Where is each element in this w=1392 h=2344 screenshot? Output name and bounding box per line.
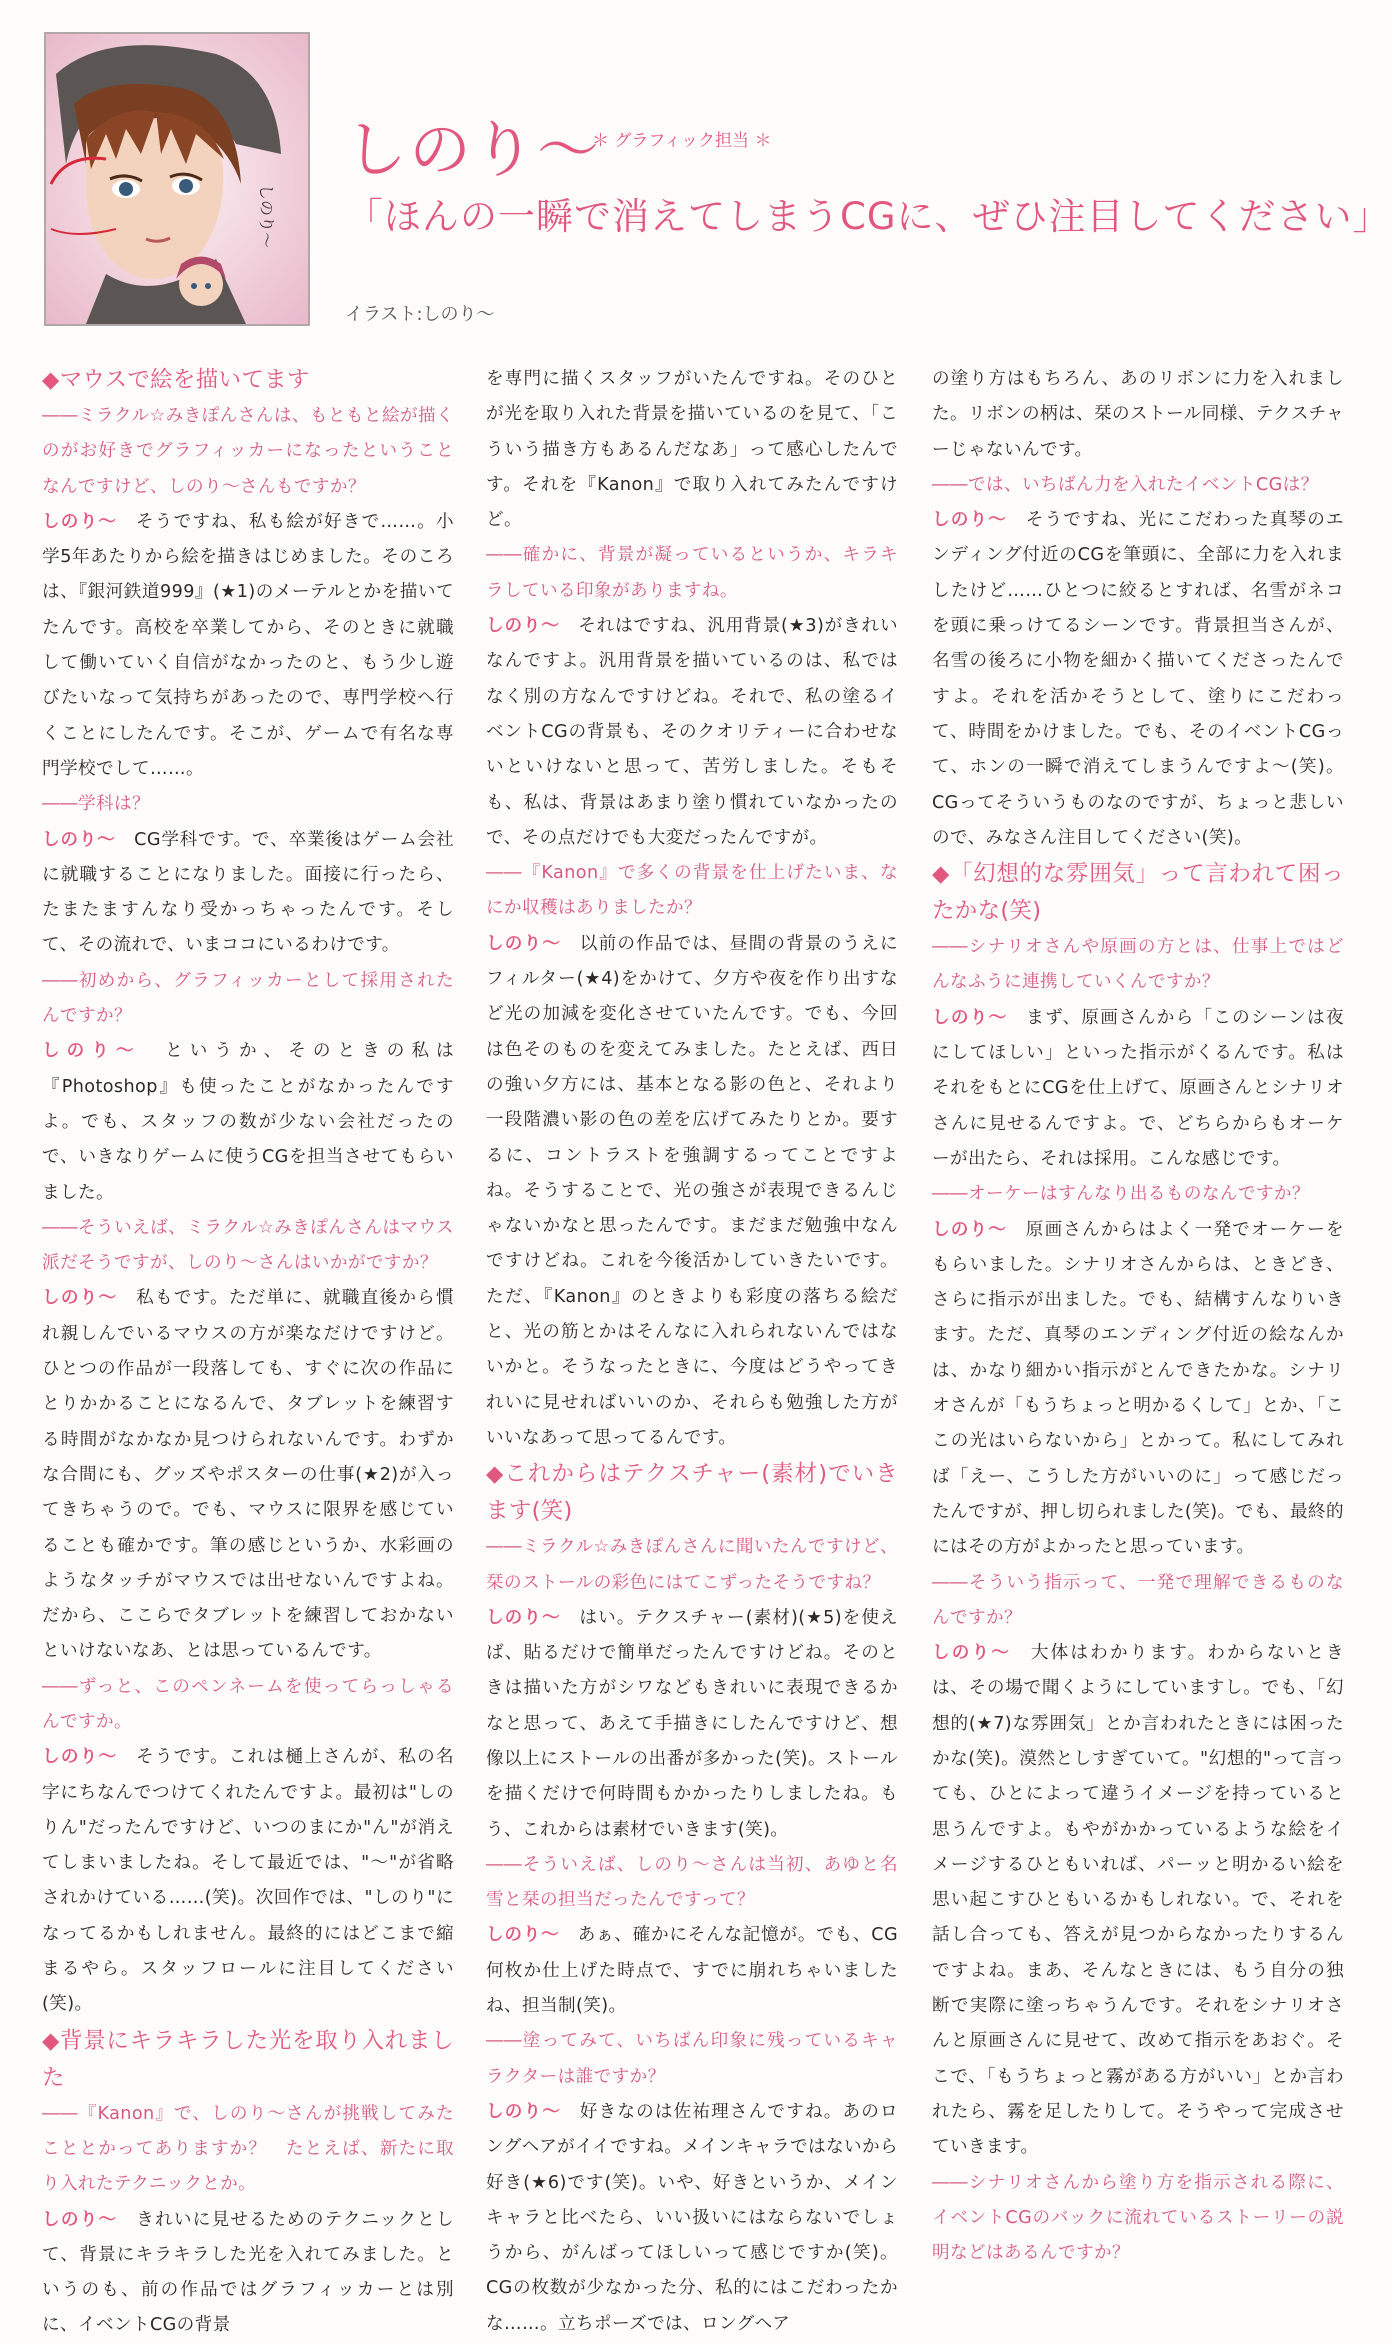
answer-text: それはですね、汎用背景(★3)がきれいなんですよ。汎用背景を描いているのは、私ではなく別の方なんですけどね。それで、私の塗るイベントCGの背景も、そのクオリティーに合わせないといけないと思って、苦労しました。そもそも、私は、背景はあまり塗り慣れていなかったので、その点だけでも大変だったんですが。 xyxy=(486,616,898,848)
portrait-illustration xyxy=(44,32,310,326)
speaker-name: しのり〜 xyxy=(486,2101,562,2122)
answer-text: はい。テクスチャー(素材)(★5)を使えば、貼るだけで簡単だったんですけどね。そのときは描いた方がシワなどもきれいに表現できるかなと思って、あえて手描きにしたんですけど、想像以上にストールの出番が多かった(笑)。ストールを描くだけで何時間もかかったりしましたね。もう、これからは素材でいきます(笑)。 xyxy=(486,1607,898,1840)
interviewee-answer xyxy=(42,2203,454,2344)
speaker-name: しのり〜 xyxy=(932,1643,1012,1664)
interviewer-question: ――そういう指示って、一発で理解できるものなんですか？ xyxy=(932,1572,1344,1628)
answer-text: そうです。これは樋上さんが、私の名字にちなんでつけてくれたんですよ。最初は"しのりん"だったんですけど、いつのまにか"ん"が消えてしまいましたね。そして最近では、"〜"が省略されかけている……(笑)。次回作では、"しのり"になってるかもしれません。最終的にはどこまで縮まるやら。スタッフロールに注目してください(笑)。 xyxy=(42,1747,455,2015)
interviewee-answer xyxy=(486,609,898,856)
svg-text:しのり〜: しのり〜 xyxy=(257,184,276,249)
section-heading: ◆これからはテクスチャー(素材)でいきます(笑) xyxy=(486,1461,898,1525)
answer-text: きれいに見せるためのテクニックとして、背景にキラキラした光を入れてみました。というのも、前の作品ではグラフィッカーとは別に、イベントCGの背景 xyxy=(42,2209,454,2336)
interviewer-question: ――ミラクル☆みきぽんさんに聞いたんですけど、栞のストールの彩色にはてこずったそうですね？ xyxy=(486,1537,898,1593)
interviewee-answer xyxy=(932,1001,1344,1177)
illustration-credit: イラスト:しのり〜 xyxy=(345,304,495,325)
interviewee-answer xyxy=(486,1601,898,1848)
body-paragraph: を専門に描くスタッフがいたんですね。そのひとが光を取り入れた背景を描いているのを見て、「こういう描き方もあるんだなあ」って感心したんです。それを『Kanon』で取り入れてみたんですけど。 xyxy=(486,369,898,531)
section-heading: ◆マウスで絵を描いてます xyxy=(42,367,310,393)
speaker-name: しのり〜 xyxy=(42,2209,118,2230)
section-heading: ◆「幻想的な雰囲気」って言われて困ったかな(笑) xyxy=(932,861,1344,925)
interviewer-question: ――そういえば、ミラクル☆みきぽんさんはマウス派だそうですが、しのり〜さんはいかがですか？ xyxy=(42,1217,454,1274)
answer-text: 好きなのは佐祐理さんですね。あのロングヘアがイイですね。メインキャラではないから好き(★6)です(笑)。いや、好きというか、メインキャラと比べたら、いい扱いにはならないでしょうから、がんばってほしいって感じですか(笑)。CGの枚数が少なかった分、私的にはこだわったかな……。立ちポーズでは、ロングヘア xyxy=(486,2101,898,2334)
interviewer-question: ――塗ってみて、いちばん印象に残っているキャラクターは誰ですか？ xyxy=(486,2031,898,2087)
interviewee-answer xyxy=(42,1740,454,2022)
interviewer-question: ――では、いちばん力を入れたイベントCGは？ xyxy=(932,474,1319,495)
interviewer-question: ――初めから、グラフィッカーとして採用されたんですか？ xyxy=(42,970,454,1027)
speaker-name: しのり〜 xyxy=(932,510,1008,531)
section-heading: ◆背景にキラキラした光を取り入れました xyxy=(42,2027,454,2091)
answer-text: 以前の作品では、昼間の背景のうえにフィルター(★4)をかけて、夕方や夜を作り出すなど光の加減を変化させていたんです。でも、今回は色そのものを変えてみました。たとえば、西日の強い夕方には、基本となる影の色と、それより一段階濃い影の色の差を広げてみたりとか。要するに、コントラストを強調するってことですよね。そうすることで、光の強さが表現できるんじゃないかなと思ったんです。まだまだ勉強中なんですけどね。これを今後活かしていきたいです。ただ、『Kanon』のときよりも彩度の落ちる絵だと、光の筋とかはそんなに入れられないんではないかと。そうなったときに、今度はどうやってきれいに見せればいいのか、それらも勉強した方がいいなあって思ってるんです。 xyxy=(486,933,898,1448)
answer-text: そうですね、私も絵が好きで……。小学5年あたりから絵を描きはじめました。そのころは、『銀河鉄道999』(★1)のメーテルとかを描いてたんです。高校を卒業してから、そのときに就職して働いていく自信がなかったのと、もう少し遊びたいなって気持ちがあったので、専門学校へ行くことにしたんです。そこが、ゲームで有名な専門学校でして……。 xyxy=(42,511,454,779)
interviewee-answer xyxy=(42,505,454,787)
answer-text: 原画さんからはよく一発でオーケーをもらいました。シナリオさんからは、ときどき、さらに指示が出ました。でも、結構すんなりいきます。ただ、真琴のエンディング付近の絵なんかは、かなり細かい指示がとんできたかな。シナリオさんが「もうちょっと明かるくして」とか、「ここの光はいらないから」とかって。私にしてみれば「えー、こうした方がいいのに」って感じだったんですが、押し切られました(笑)。でも、最終的にはその方がよかったと思っています。 xyxy=(932,1219,1344,1558)
speaker-name: しのり〜 xyxy=(486,1607,561,1628)
interviewee-answer xyxy=(42,1034,454,1210)
interviewer-question: ――ミラクル☆みきぽんさんは、もともと絵が描くのがお好きでグラフィッカーになったということなんですけど、しのり〜さんもですか？ xyxy=(42,406,454,497)
interviewee-answer xyxy=(486,2095,898,2342)
interviewer-question: ――『Kanon』で多くの背景を仕上げたいま、なにか収穫はありましたか？ xyxy=(486,863,898,919)
interviewee-answer xyxy=(486,1918,898,2024)
body-paragraph: の塗り方はもちろん、あのリボンに力を入れました。リボンの柄は、栞のストール同様、テクスチャーじゃないんです。 xyxy=(932,369,1344,460)
interviewer-question: ――『Kanon』で、しのり〜さんが挑戦してみたこととかってありますか？ たとえば、新たに取り入れたテクニックとか。 xyxy=(42,2103,454,2195)
answer-text: あぁ、確かにそんな記憶が。でも、CG何枚か仕上げた時点で、すでに崩れちゃいましたね、担当制(笑)。 xyxy=(486,1925,898,2017)
author-role: ＊ グラフィック担当 ＊ xyxy=(592,131,772,151)
speaker-name: しのり〜 xyxy=(42,1747,118,1768)
interviewer-question: ――ずっと、このペンネームを使ってらっしゃるんですか。 xyxy=(42,1676,454,1732)
interviewer-question: ――確かに、背景が凝っているというか、キラキラしている印象がありますね。 xyxy=(486,545,898,601)
interviewee-answer xyxy=(486,927,898,1456)
interviewee-answer xyxy=(932,503,1344,856)
speaker-name: しのり〜 xyxy=(42,829,116,850)
interviewer-question: ――オーケーはすんなり出るものなんですか？ xyxy=(932,1184,1310,1205)
answer-text: 私もです。ただ単に、就職直後から慣れ親しんでいるマウスの方が楽なだけですけど。ひとつの作品が一段落しても、すぐに次の作品にとりかかることになるんで、タブレットを練習する時間がなかなか見つけられないんです。わずかな合間にも、グッズやポスターの仕事(★2)が入ってきちゃうので。でも、マウスに限界を感じていることも確かです。筆の感じというか、水彩画のようなタッチがマウスでは出せないんですよね。だから、ここらでタブレットを練習しておかないといけないなあ、とは思っているんです。 xyxy=(42,1288,455,1662)
interviewer-question: ――学科は？ xyxy=(42,794,150,815)
interviewer-question: ――シナリオさんや原画の方とは、仕事上ではどんなふうに連携していくんですか？ xyxy=(932,937,1344,993)
interviewee-answer xyxy=(932,1636,1344,2165)
text-column-3 xyxy=(932,362,1344,2271)
text-column-2 xyxy=(486,362,898,2342)
answer-text: というか、そのときの私は『Photoshop』も使ったことがなかったんですよ。でも、スタッフの数が少ない会社だったので、いきなりゲームに使うCGを担当させてもらいました。 xyxy=(42,1041,454,1203)
interviewer-question: ――シナリオさんから塗り方を指示される際に、イベントCGのバックに流れているストーリーの説明などはあるんですか？ xyxy=(932,2172,1344,2264)
text-column-1 xyxy=(42,362,454,2344)
author-name: しのり〜 xyxy=(345,113,602,186)
answer-text: CG学科です。で、卒業後はゲーム会社に就職することになりました。面接に行ったら、たまたますんなり受かっちゃったんです。そして、その流れで、いまココにいるわけです。 xyxy=(42,829,455,956)
speaker-name: しのり〜 xyxy=(42,1041,141,1062)
speaker-name: しのり〜 xyxy=(932,1219,1008,1240)
speaker-name: しのり〜 xyxy=(42,1288,118,1309)
interviewee-answer xyxy=(932,1213,1344,1566)
answer-text: まず、原画さんから「このシーンは夜にしてほしい」といった指示がくるんです。私はそれをもとにCGを仕上げて、原画さんとシナリオさんに見せるんですよ。で、どちらからもオーケーが出たら、それは採用。こんな感じです。 xyxy=(932,1007,1344,1169)
interview-headline: 「ほんの一瞬で消えてしまうCGに、ぜひ注目してください」 xyxy=(346,195,1391,238)
interviewer-question: ――そういえば、しのり〜さんは当初、あゆと名雪と栞の担当だったんですって？ xyxy=(486,1854,898,1911)
answer-text: 大体はわかります。わからないときは、その場で聞くようにしていますし。でも、「幻想的(★7)な雰囲気」とか言われたときには困ったかな(笑)。漠然としすぎていて。"幻想的"って言っても、ひとによって違うイメージを持っていると思うんですよ。もやがかかっているような絵をイメージするひともいれば、パーッと明かるい絵を思い起こすひともいるかもしれない。で、それを話し合っても、答えが見つからなかったりするんですよね。まあ、そんなときには、もう自分の独断で実際に塗っちゃうんです。それをシナリオさんと原画さんに見せて、改めて指示をあおぐ。そこで、「もうちょっと霧がある方がいい」とか言われたら、霧を足したりして。そうやって完成させていきます。 xyxy=(932,1643,1344,2158)
interviewee-answer xyxy=(42,823,454,964)
interviewee-answer xyxy=(42,1281,454,1669)
speaker-name: しのり〜 xyxy=(932,1007,1008,1028)
speaker-name: しのり〜 xyxy=(486,1925,560,1946)
speaker-name: しのり〜 xyxy=(486,616,560,637)
speaker-name: しのり〜 xyxy=(42,511,118,532)
speaker-name: しのり〜 xyxy=(486,933,562,954)
answer-text: そうですね、光にこだわった真琴のエンディング付近のCGを筆頭に、全部に力を入れましたけど……ひとつに絞るとすれば、名雪がネコを頭に乗っけてるシーンです。背景担当さんが、名雪の後ろに小物を細かく描いてくださったんですよ。それを活かそうとして、塗りにこだわって、時間をかけました。でも、そのイベントCGって、ホンの一瞬で消えてしまうんですよ〜(笑)。CGってそういうものなのですが、ちょっと悲しいので、みなさん注目してください(笑)。 xyxy=(932,510,1344,848)
